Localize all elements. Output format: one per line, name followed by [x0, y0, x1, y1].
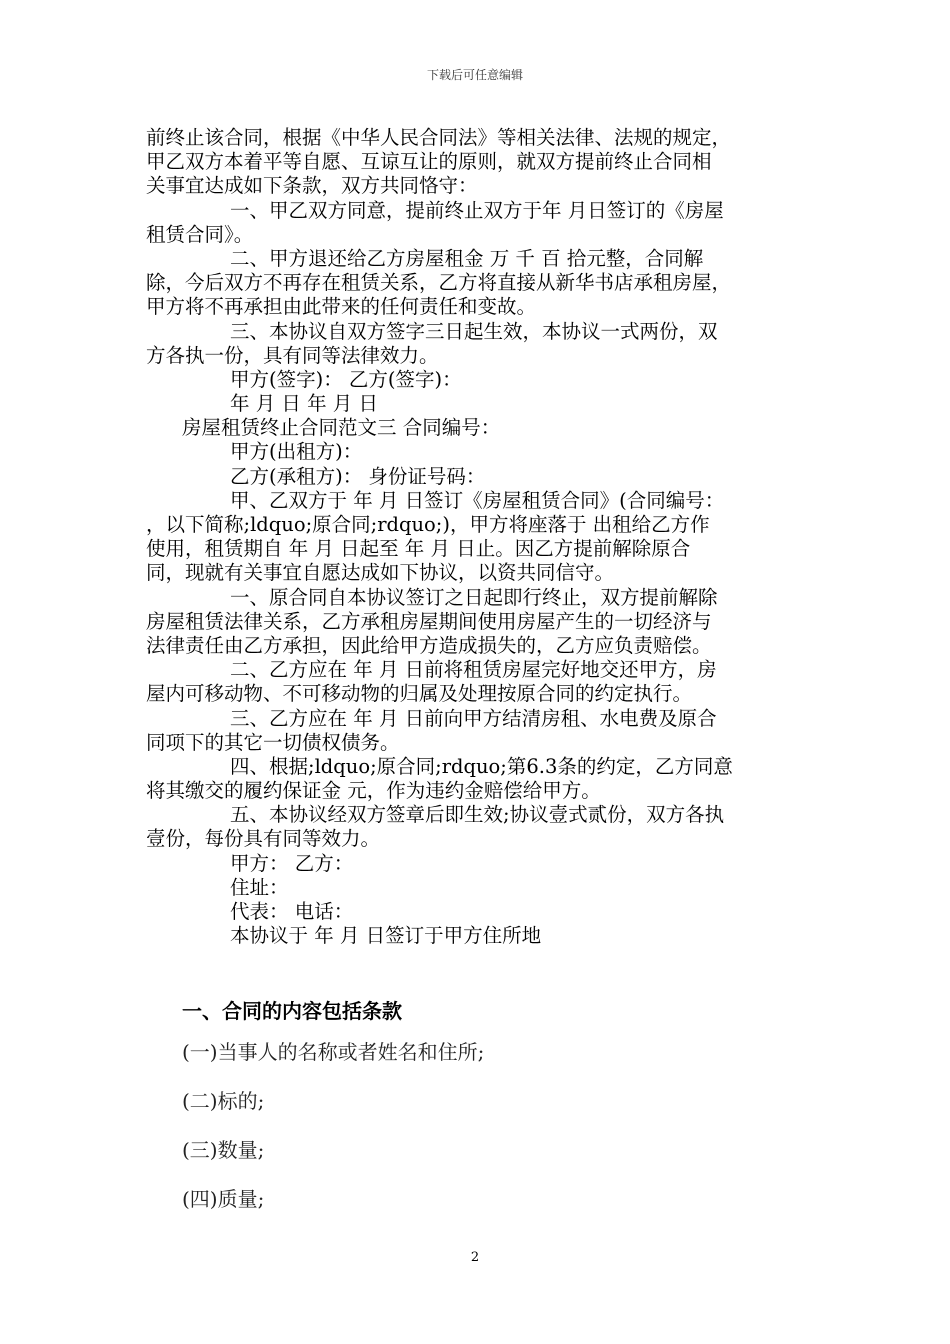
page-number: 2: [470, 1250, 480, 1265]
text-line: 五、本协议经双方签章后即生效;协议壹式贰份，双方各执: [230, 803, 725, 827]
text-line: 甲方(签字)： 乙方(签字)：: [230, 367, 462, 391]
contract-body: [146, 126, 816, 948]
text-line: 房屋租赁法律关系，乙方承租房屋期间使用房屋产生的一切经济与: [146, 609, 712, 633]
text-line: 年 月 日 年 月 日: [230, 392, 378, 416]
text-line: 甲方将不再承担由此带来的任何责任和变故。: [146, 295, 537, 319]
text-line: 壹份，每份具有同等效力。: [146, 827, 381, 851]
text-line: 甲方(出租方)：: [230, 440, 363, 464]
section-heading: 一、合同的内容包括条款: [182, 999, 402, 1023]
list-item: (四)质量;: [182, 1187, 265, 1211]
text-line: 同项下的其它一切债权债务。: [146, 730, 400, 754]
text-line: 关事宜达成如下条款，双方共同恪守：: [146, 174, 478, 198]
text-line: 四、根据;ldquo;原合同;rdquo;第6.3条的约定，乙方同意: [230, 754, 733, 778]
text-line: 同，现就有关事宜自愿达成如下协议，以资共同信守。: [146, 561, 615, 585]
text-line: 使用，租赁期自 年 月 日起至 年 月 日止。因乙方提前解除原合: [146, 537, 691, 561]
text-line: 一、原合同自本协议签订之日起即行终止，双方提前解除: [230, 585, 718, 609]
text-line: 代表： 电话：: [230, 900, 354, 923]
text-line: 除，今后双方不再存在租赁关系，乙方将直接从新华书店承租房屋，: [146, 271, 732, 295]
text-line: 三、乙方应在 年 月 日前向甲方结清房租、水电费及原合: [230, 706, 717, 730]
list-item: (一)当事人的名称或者姓名和住所;: [182, 1040, 485, 1064]
text-line: 二、乙方应在 年 月 日前将租赁房屋完好地交还甲方，房: [230, 658, 717, 682]
text-line: 住址：: [230, 875, 289, 899]
text-line: 法律责任由乙方承担，因此给甲方造成损失的，乙方应负责赔偿。: [146, 633, 712, 657]
text-line: 将其缴交的履约保证金 元，作为违约金赔偿给甲方。: [146, 779, 601, 803]
text-line: 甲方： 乙方：: [230, 851, 354, 875]
text-line: 前终止该合同，根据《中华人民合同法》等相关法律、法规的规定，: [146, 126, 732, 149]
text-line: 房屋租赁终止合同范文三 合同编号：: [182, 416, 501, 440]
list-item: (三)数量;: [182, 1138, 265, 1162]
text-line: 三、本协议自双方签字三日起生效，本协议一式两份，双: [230, 319, 718, 343]
text-line: 二、甲方退还给乙方房屋租金 万 千 百 拾元整，合同解: [230, 246, 704, 270]
text-line: 甲、乙双方于 年 月 日签订《房屋租赁合同》(合同编号：: [230, 488, 725, 512]
text-line: ，以下简称;ldquo;原合同;rdquo;)，甲方将座落于 出租给乙方作: [146, 513, 710, 536]
text-line: 乙方(承租方)： 身份证号码：: [230, 464, 486, 488]
text-line: 方各执一份，具有同等法律效力。: [146, 343, 439, 367]
text-line: 一、甲乙双方同意，提前终止双方于年 月日签订的《房屋: [230, 198, 724, 222]
text-line: 本协议于 年 月 日签订于甲方住所地: [230, 924, 542, 948]
text-line: 屋内可移动物、不可移动物的归属及处理按原合同的约定执行。: [146, 682, 693, 706]
list-item: (二)标的;: [182, 1089, 265, 1113]
text-line: 甲乙双方本着平等自愿、互谅互让的原则，就双方提前终止合同相: [146, 150, 712, 174]
page-header: 下载后可任意编辑: [426, 68, 523, 82]
text-line: 租赁合同》。: [146, 222, 254, 246]
